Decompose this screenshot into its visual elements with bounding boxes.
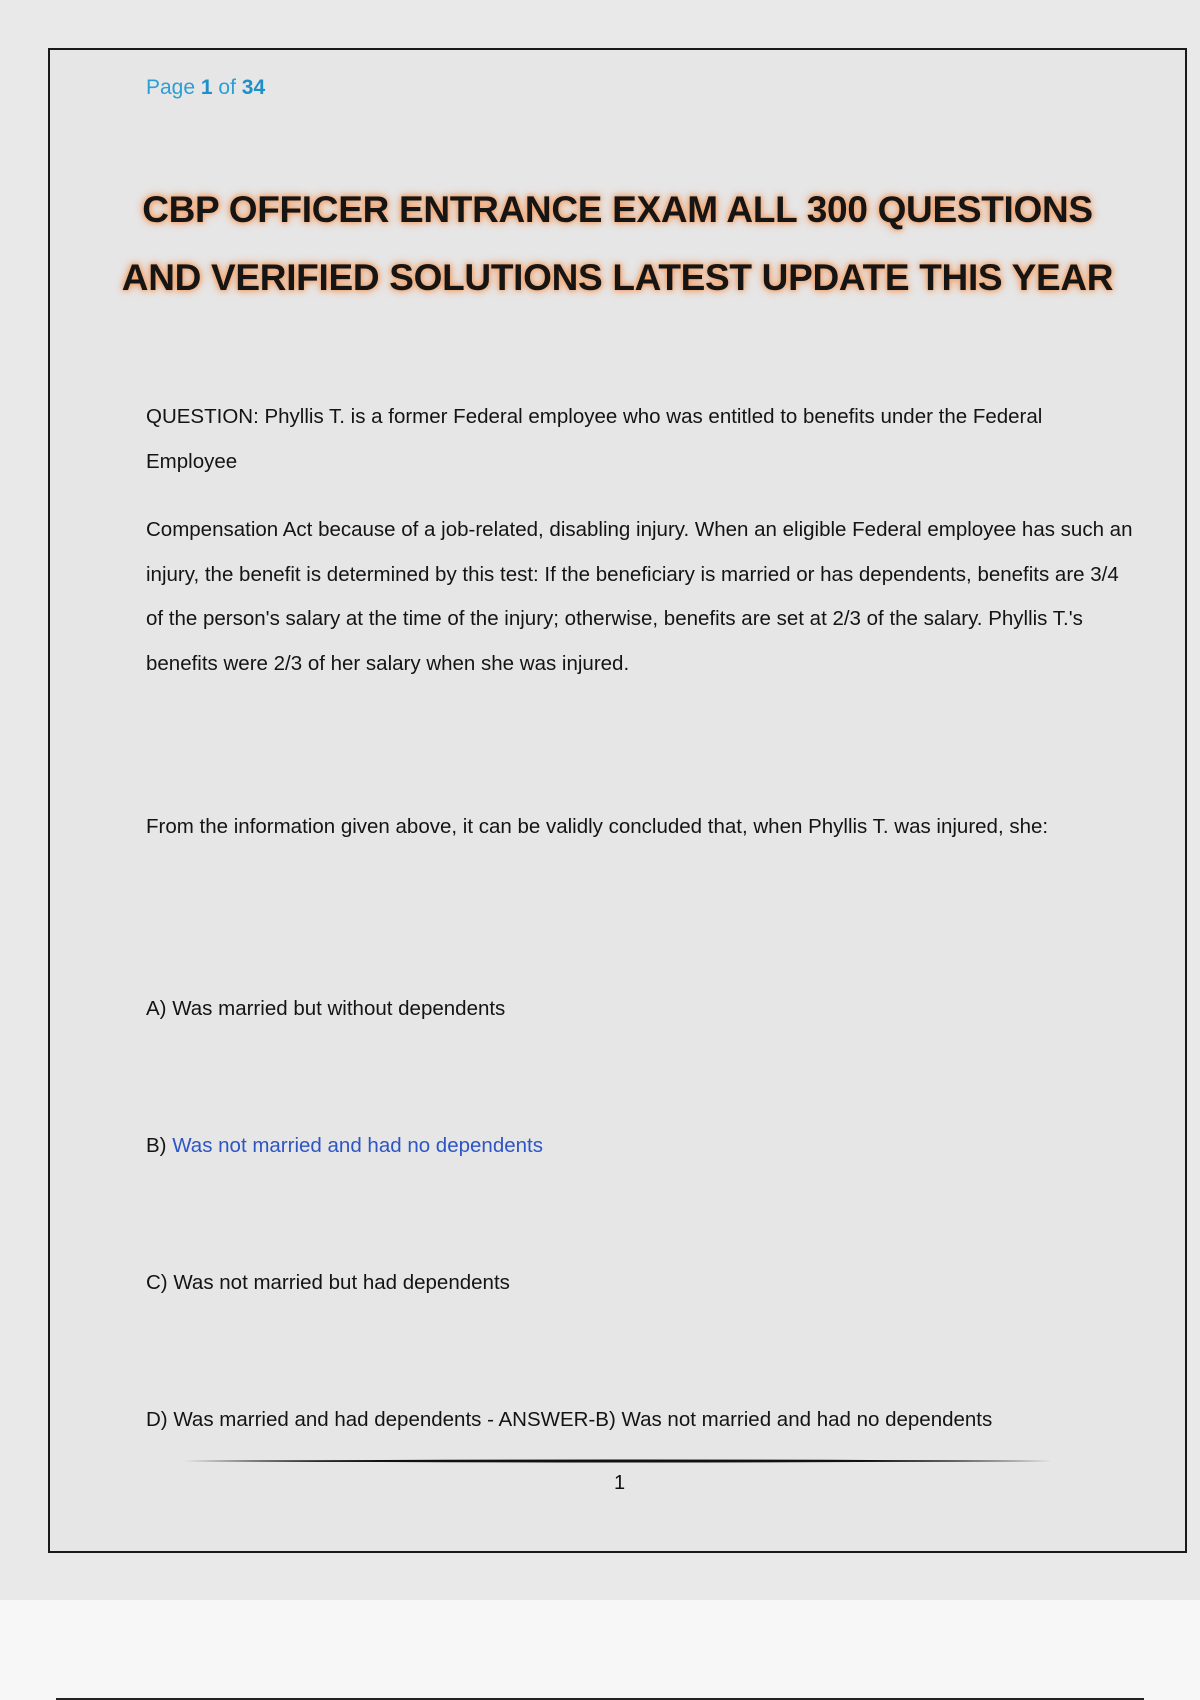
- document-page: [48, 48, 1187, 1553]
- page-indicator-of: of: [212, 76, 242, 99]
- page-indicator-current: 1: [200, 76, 213, 99]
- footer-page-number: 1: [613, 1472, 626, 1494]
- page-indicator-total: 34: [241, 76, 266, 99]
- page-indicator-prefix: Page: [146, 76, 201, 99]
- option-b-answer-text: Was not married and had no dependents: [172, 1134, 543, 1157]
- footer-divider: [184, 1459, 1052, 1463]
- question-body: Compensation Act because of a job-related, disabling injury. When an eligible Federal employee has such an injury, the benefit is determined by this test: If the beneficiary is married or has dependents, benefits are 3/4 of the person's salary at the time of the injury; otherwise, benefits are set at 2/3 of the salary. Phyllis T.'s benefits were 2/3 of her salary when she was injured.: [146, 518, 1133, 675]
- option-b-prefix: B): [146, 1134, 173, 1157]
- question-prompt: From the information given above, it can be validly concluded that, when Phyllis T. was injured, she:: [146, 815, 1049, 838]
- option-a: A) Was married but without dependents: [146, 997, 506, 1020]
- option-d: D) Was married and had dependents - ANSWER-B) Was not married and had no dependents: [146, 1408, 993, 1431]
- question-intro: QUESTION: Phyllis T. is a former Federal employee who was entitled to benefits under the Federal Employee: [146, 405, 1043, 473]
- document-title: CBP OFFICER ENTRANCE EXAM ALL 300 QUESTIONS AND VERIFIED SOLUTIONS LATEST UPDATE THIS YEAR: [121, 189, 1114, 298]
- next-page-preview: [0, 1600, 1200, 1700]
- page-indicator: [146, 76, 265, 100]
- option-c: C) Was not married but had dependents: [146, 1271, 510, 1294]
- option-b: [146, 1124, 1136, 1169]
